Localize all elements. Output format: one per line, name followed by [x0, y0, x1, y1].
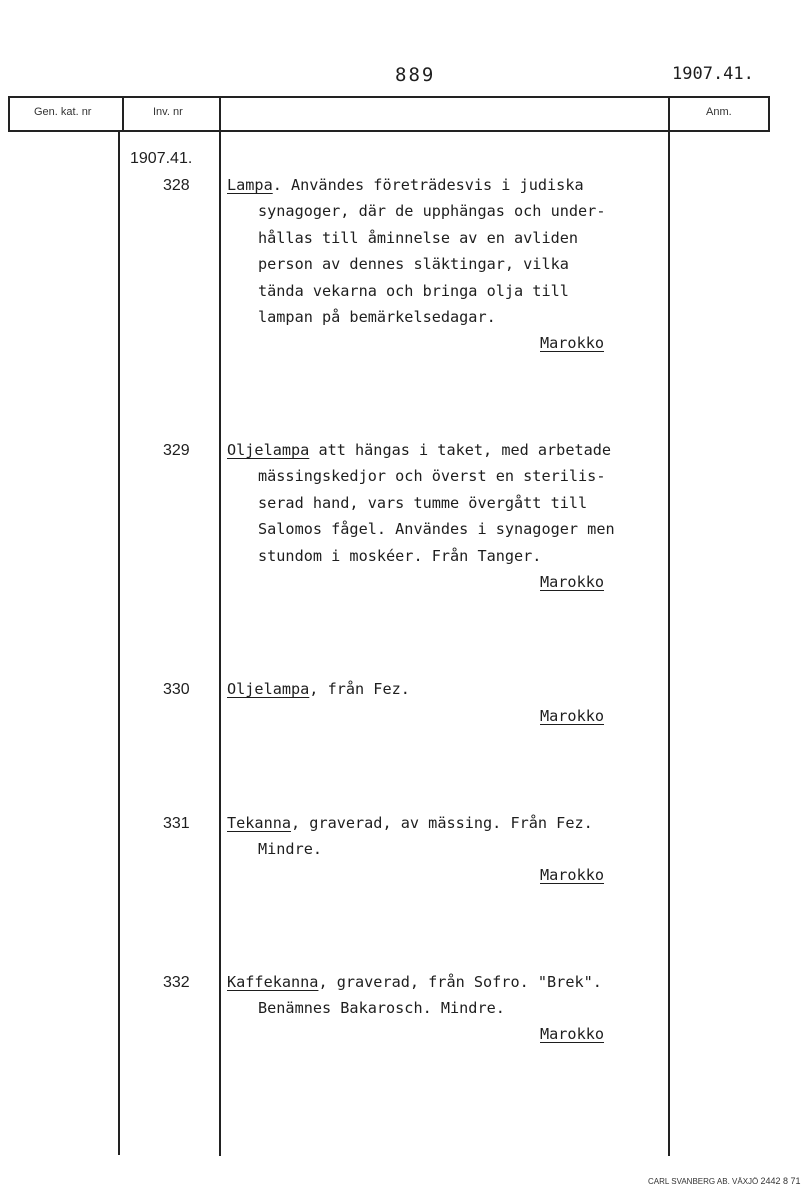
catalog-code: 1907.41.: [672, 64, 754, 84]
entry-origin: Marokko: [540, 1025, 605, 1043]
entry-line: att hängas i taket, med arbetade: [309, 441, 612, 459]
entry-line: mässingskedjor och överst en sterilis-: [258, 467, 606, 486]
entry-text: [227, 969, 672, 1022]
entry-line: . Användes företrädesvis i judiska: [272, 176, 584, 194]
printer-name: CARL SVANBERG AB. VÄXJÖ: [648, 1177, 759, 1186]
entry-line: , graverad, av mässing. Från Fez.: [291, 814, 593, 832]
entry-title: Oljelampa: [227, 680, 310, 698]
entry-text: [227, 810, 672, 863]
entry-line: Benämnes Bakarosch. Mindre.: [258, 999, 505, 1018]
entry-line: Salomos fågel. Användes i synagoger men: [258, 520, 615, 539]
left-border: [8, 96, 10, 131]
entry-line: serad hand, vars tumme övergått till: [258, 493, 588, 512]
column-header-inv-nr: Inv. nr: [153, 106, 183, 118]
inv-number: 330: [163, 681, 190, 698]
entry-line: person av dennes släktingar, vilka: [258, 255, 569, 274]
entry-origin: Marokko: [540, 334, 605, 352]
entry-title: Lampa: [227, 176, 273, 194]
entry-title: Oljelampa: [227, 441, 310, 459]
inv-number: 328: [163, 177, 190, 194]
col-divider-1-body: [118, 131, 120, 1155]
inv-number: 332: [163, 974, 190, 991]
entry-line: , graverad, från Sofro. "Brek".: [318, 973, 602, 991]
col-divider-2: [219, 96, 221, 1156]
entry-line: hållas till åminnelse av en avliden: [258, 228, 579, 247]
entry-origin: Marokko: [540, 707, 605, 725]
entry-line: tända vekarna och bringa olja till: [258, 281, 569, 300]
column-header-gen-kat-nr: Gen. kat. nr: [34, 106, 92, 118]
entry-title: Kaffekanna: [227, 973, 319, 991]
entry-origin: Marokko: [540, 866, 605, 884]
right-border: [768, 96, 770, 131]
entry-line: lampan på bemärkelsedagar.: [258, 308, 496, 327]
entry-line: stundom i moskéer. Från Tanger.: [258, 546, 542, 565]
entry-text: [227, 437, 672, 569]
column-header-anm: Anm.: [706, 106, 732, 118]
entry-line: Mindre.: [258, 840, 323, 859]
inv-number: 329: [163, 442, 190, 459]
col-divider-1: [122, 96, 124, 131]
entry-text: [227, 676, 672, 702]
inventory-year: 1907.41.: [130, 150, 193, 167]
entry-text: [227, 172, 672, 330]
entry-title: Tekanna: [227, 814, 292, 832]
inv-number: 331: [163, 815, 190, 832]
form-code: 2442 8 71: [760, 1176, 801, 1186]
entry-line: , från Fez.: [309, 680, 410, 698]
entry-line: synagoger, där de upphängas och under-: [258, 202, 606, 221]
page-number: 889: [395, 64, 436, 86]
entry-origin: Marokko: [540, 573, 605, 591]
printer-footer: [648, 1176, 801, 1186]
